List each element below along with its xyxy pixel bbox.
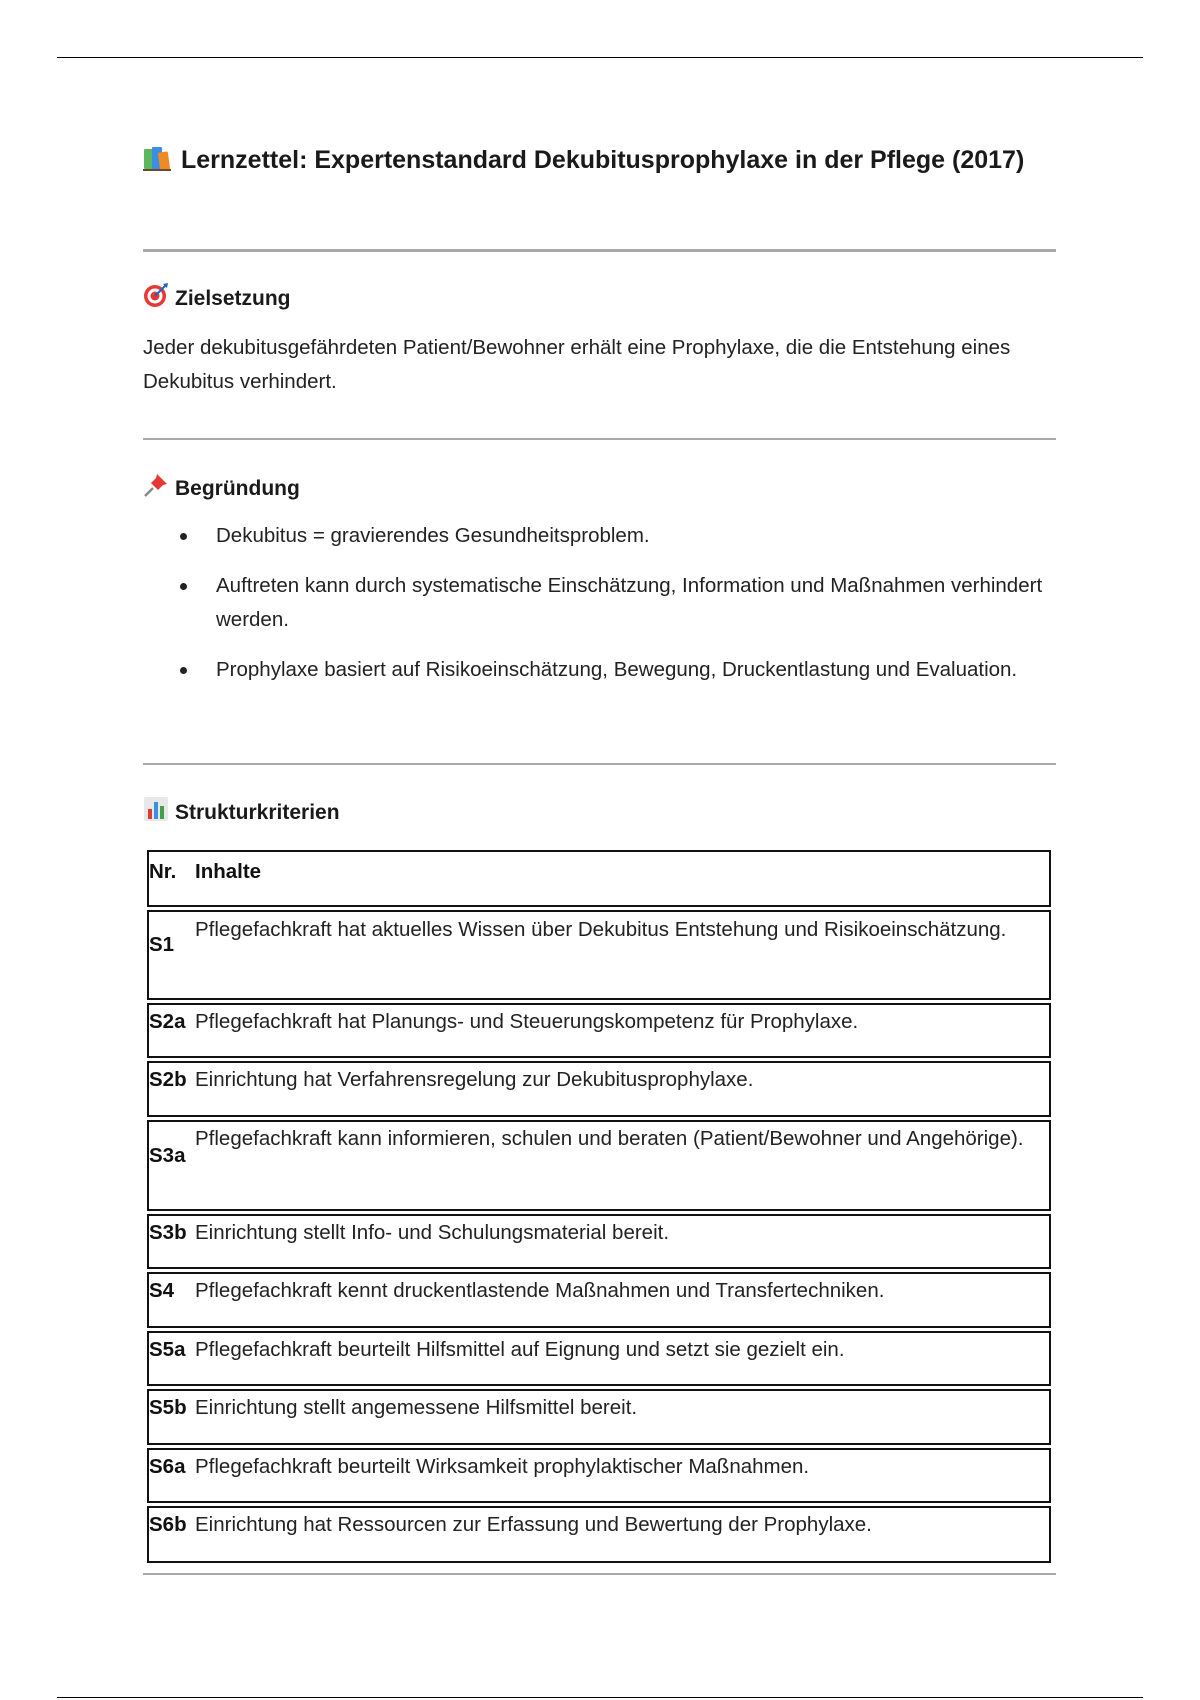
row-text: Pflegefachkraft beurteilt Hilfsmittel auf Eignung und setzt sie gezielt ein.	[195, 1338, 845, 1361]
row-nr: S6a	[149, 1455, 186, 1478]
table-row	[147, 1120, 1051, 1211]
row-nr: S3b	[149, 1221, 187, 1244]
row-text: Pflegefachkraft kann informieren, schulen und beraten (Patient/Bewohner und Angehörige).	[195, 1127, 1024, 1150]
table-row	[147, 910, 1051, 1000]
books-icon	[143, 144, 173, 185]
row-nr: S5a	[149, 1338, 186, 1361]
heading-strukturkriterien-text: Strukturkriterien	[175, 801, 340, 824]
column-header-nr: Nr.	[149, 860, 177, 883]
list-item-text: Prophylaxe basiert auf Risikoeinschätzung, Bewegung, Druckentlastung und Evaluation.	[216, 658, 1018, 681]
page-bottom-rule	[57, 1697, 1143, 1698]
column-header-inhalte: Inhalte	[195, 860, 262, 883]
list-item	[143, 569, 1056, 637]
row-text: Pflegefachkraft kennt druckentlastende Maßnahmen und Transfertechniken.	[195, 1279, 885, 1302]
table-row	[147, 1331, 1051, 1386]
list-item	[143, 653, 1056, 687]
page-top-rule	[57, 57, 1143, 58]
heading-begruendung	[143, 472, 300, 506]
heading-zielsetzung-text: Zielsetzung	[175, 287, 291, 310]
table-row	[147, 1389, 1051, 1445]
section-divider	[143, 1573, 1056, 1575]
strukturkriterien-table	[147, 850, 1051, 1566]
begruendung-list	[143, 519, 1056, 703]
row-nr: S3a	[149, 1144, 186, 1167]
list-item-text: Dekubitus = gravierendes Gesundheitsproblem.	[216, 524, 650, 547]
row-nr: S4	[149, 1279, 175, 1302]
row-text: Einrichtung stellt angemessene Hilfsmittel bereit.	[195, 1396, 638, 1419]
row-nr: S1	[149, 933, 175, 956]
bullet-icon	[180, 533, 187, 540]
section-divider	[143, 763, 1056, 765]
row-text: Pflegefachkraft hat Planungs- und Steuerungskompetenz für Prophylaxe.	[195, 1010, 859, 1033]
bullet-icon	[180, 583, 187, 590]
row-nr: S5b	[149, 1396, 187, 1419]
row-text: Pflegefachkraft beurteilt Wirksamkeit prophylaktischer Maßnahmen.	[195, 1455, 810, 1478]
table-row	[147, 1272, 1051, 1328]
table-row	[147, 1506, 1051, 1563]
document-title	[143, 140, 1056, 185]
row-text: Einrichtung stellt Info- und Schulungsmaterial bereit.	[195, 1221, 670, 1244]
zielsetzung-text: Jeder dekubitusgefährdeten Patient/Bewohner erhält eine Prophylaxe, die die Entstehung eines Dekubitus verhindert.	[143, 336, 1011, 393]
table-row	[147, 1214, 1051, 1269]
list-item	[143, 519, 1056, 553]
row-text: Pflegefachkraft hat aktuelles Wissen über Dekubitus Entstehung und Risikoeinschätzung.	[195, 918, 1007, 941]
document-title-text: Lernzettel: Expertenstandard Dekubitusprophylaxe in der Pflege (2017)	[181, 146, 1025, 174]
row-nr: S6b	[149, 1513, 187, 1536]
list-item-text: Auftreten kann durch systematische Einschätzung, Information und Maßnahmen verhindert werden.	[216, 574, 1043, 631]
section-divider	[143, 438, 1056, 440]
row-text: Einrichtung hat Ressourcen zur Erfassung und Bewertung der Prophylaxe.	[195, 1513, 872, 1536]
row-nr: S2b	[149, 1068, 187, 1091]
table-row	[147, 1003, 1051, 1058]
table-row	[147, 1448, 1051, 1503]
bullet-icon	[180, 667, 187, 674]
heading-strukturkriterien	[143, 796, 340, 830]
target-icon	[143, 282, 169, 316]
table-header-row	[147, 850, 1051, 907]
row-nr: S2a	[149, 1010, 186, 1033]
row-text: Einrichtung hat Verfahrensregelung zur Dekubitusprophylaxe.	[195, 1068, 754, 1091]
heading-zielsetzung	[143, 282, 291, 316]
heading-begruendung-text: Begründung	[175, 477, 300, 500]
pushpin-icon	[143, 472, 169, 506]
bar-chart-icon	[143, 796, 169, 830]
title-divider	[143, 249, 1056, 252]
table-row	[147, 1061, 1051, 1117]
